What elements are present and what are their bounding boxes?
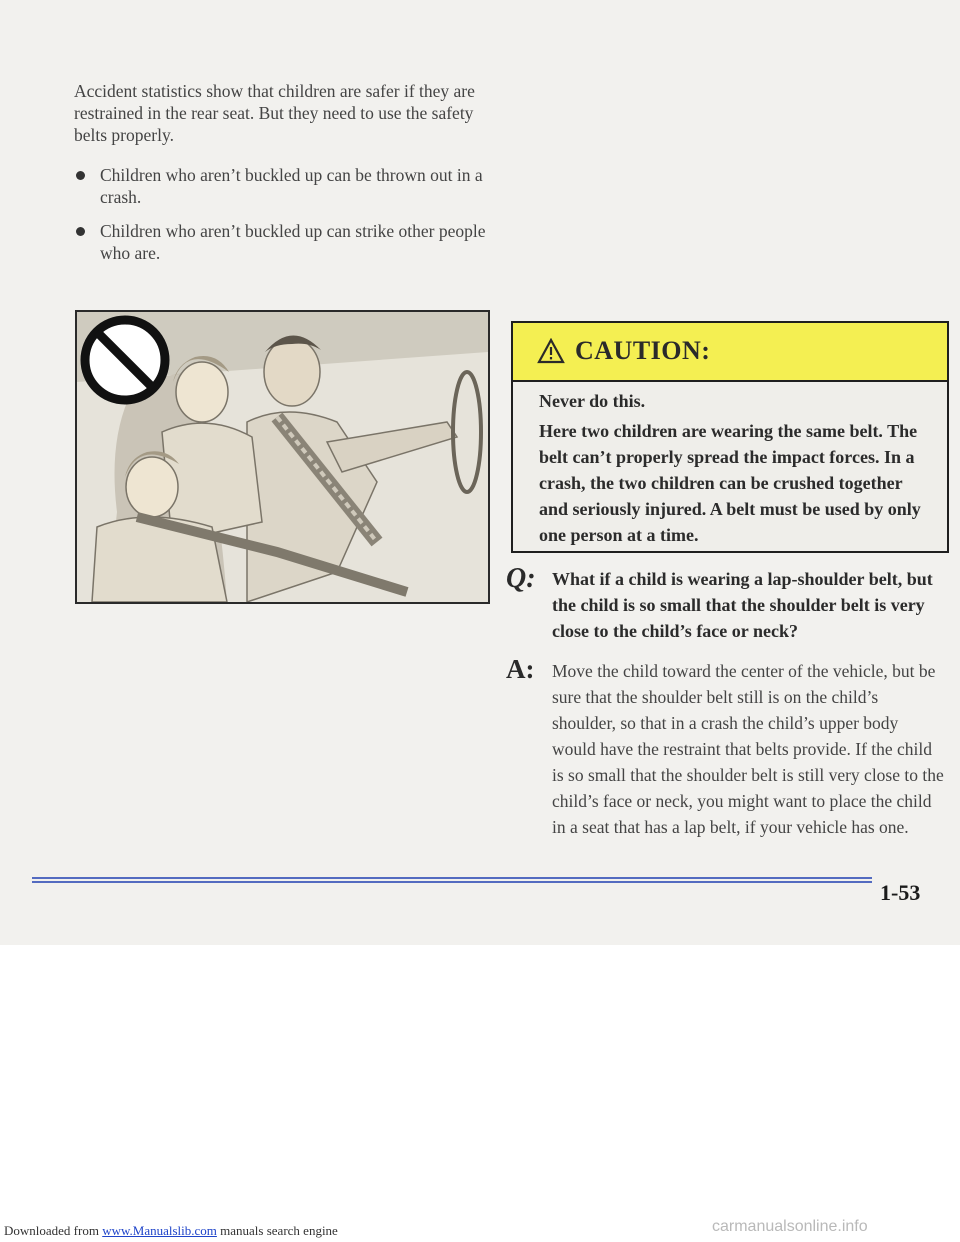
- site-watermark: carmanualsonline.info: [712, 1218, 868, 1235]
- question-label: Q:: [506, 563, 536, 594]
- footer-rule: [32, 876, 930, 884]
- watermark-suffix: manuals search engine: [216, 1223, 338, 1238]
- list-item: [74, 164, 494, 208]
- watermark-prefix: Downloaded from: [4, 1223, 103, 1238]
- bullet-list: [74, 164, 494, 276]
- answer-text: Move the child toward the center of the vehicle, but be sure that the shoulder belt still is on the child’s shoulder, so that in a crash the child’s upper body would have the restraint that belts provide. If the child is so small that the shoulder belt is still very close to the child’s face or neck, you might want to place the child in a seat that has a lap belt, if your vehicle has one.: [552, 661, 944, 837]
- question-row: [506, 563, 946, 644]
- question-text: What if a child is wearing a lap-shoulder belt, but the child is so small that the shoulder belt is very close to the child’s face or neck?: [552, 569, 933, 641]
- warning-triangle-icon: [537, 338, 565, 364]
- illustration-drawing: [77, 312, 488, 602]
- answer-row: [506, 654, 946, 840]
- bullet-text: Children who aren’t buckled up can be thrown out in a crash.: [100, 165, 483, 207]
- download-watermark: [4, 1223, 338, 1239]
- caution-body: [539, 388, 931, 552]
- manualslib-link[interactable]: www.Manualslib.com: [102, 1223, 217, 1238]
- caution-line: Never do this.: [539, 391, 646, 411]
- bullet-icon: [76, 227, 85, 236]
- caution-title: CAUTION:: [575, 336, 711, 365]
- caution-line: Here two children are wearing the same belt. The belt can’t properly spread the impact forces. In a crash, the two children can be crushed together and seriously injured. A belt must be used by only one person at a time.: [539, 421, 921, 545]
- caution-box: [511, 321, 949, 553]
- answer-label: A:: [506, 654, 535, 684]
- bullet-text: Children who aren’t buckled up can strike other people who are.: [100, 221, 486, 263]
- page-number: 1-53: [880, 880, 921, 905]
- intro-paragraph: Accident statistics show that children are safer if they are restrained in the rear seat. But they need to use the safety belts properly.: [74, 81, 475, 145]
- list-item: [74, 220, 494, 264]
- illustration-children-sharing-belt: [75, 310, 490, 604]
- question-answer: [506, 563, 946, 840]
- bullet-icon: [76, 171, 85, 180]
- caution-header: [513, 323, 947, 382]
